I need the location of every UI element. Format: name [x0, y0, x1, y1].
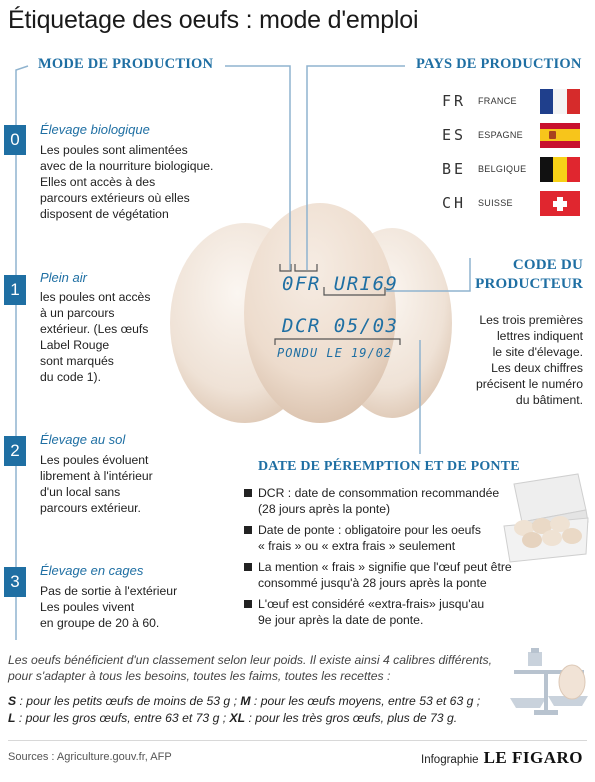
country-name: ESPAGNE: [478, 130, 523, 140]
mode-text-line: les poules ont accès: [40, 290, 151, 304]
peremption-line: 9e jour après la date de ponte.: [258, 613, 424, 627]
calibre-code: M: [240, 694, 251, 708]
country-code: ES: [442, 126, 467, 144]
code-heading-line1: CODE DU: [512, 257, 583, 273]
peremption-line: DCR : date de consommation recommandée: [258, 486, 500, 500]
scale-illustration: [506, 648, 590, 718]
mode-text-sol: [40, 452, 153, 516]
peremption-list: [244, 485, 514, 633]
belgium-flag-icon: [540, 157, 580, 182]
country-code: FR: [442, 92, 467, 110]
page-title: Étiquetage des oeufs : mode d'emploi: [8, 6, 419, 34]
mode-text-line: Les poules sont alimentées: [40, 143, 188, 157]
sources-text: Sources : Agriculture.gouv.fr, AFP: [8, 751, 172, 763]
code-text-line: lettres indiquent: [496, 329, 583, 343]
country-name: FRANCE: [478, 96, 517, 106]
calibre-code: XL: [229, 711, 246, 725]
peremption-item: [244, 559, 514, 591]
mode-text-line: extérieur. (Les œufs: [40, 322, 149, 336]
country-row-ch: [442, 190, 580, 216]
mode-text-line: librement à l'intérieur: [40, 469, 153, 483]
peremption-item: [244, 596, 514, 628]
peremption-line: « frais » ou « extra frais » seulement: [258, 539, 456, 553]
mode-title-plein-air: Plein air: [40, 270, 87, 285]
code-section-heading: [475, 256, 583, 294]
calibre-desc: : pour les très gros œufs, plus de 73 g.: [245, 711, 458, 725]
calibre-line-s-m: [8, 694, 480, 708]
mode-text-line: du code 1).: [40, 370, 101, 384]
egg-print-line1: 0FR URI69: [282, 273, 399, 295]
credit-label: Infographie: [421, 754, 479, 766]
mode-text-line: parcours extérieurs où elles: [40, 191, 190, 205]
mode-code-2-badge: 2: [4, 436, 26, 466]
mode-section-heading: MODE DE PRODUCTION: [38, 56, 214, 72]
calibre-code: L: [8, 711, 16, 725]
calibre-desc: : pour les petits œufs de moins de 53 g ;: [16, 694, 241, 708]
peremption-line: consommé jusqu'à 28 jours après la ponte: [258, 576, 487, 590]
mode-text-line: Label Rouge: [40, 338, 110, 352]
peremption-section-heading: DATE DE PÉREMPTION ET DE PONTE: [258, 459, 520, 474]
mode-code-1-badge: 1: [4, 275, 26, 305]
le-figaro-logo: LE FIGARO: [483, 748, 583, 767]
calibre-line-l-xl: [8, 711, 457, 725]
country-code: CH: [442, 194, 467, 212]
mode-text-line: avec de la nourriture biologique.: [40, 159, 214, 173]
mode-text-line: parcours extérieur.: [40, 501, 141, 515]
peremption-item: [244, 522, 514, 554]
bullet-square-icon: [244, 563, 252, 571]
calibre-desc: : pour les œufs moyens, entre 53 et 63 g ;: [250, 694, 481, 708]
mode-text-cages: [40, 583, 177, 631]
country-row-es: [442, 122, 580, 148]
mode-code-0-badge: 0: [4, 125, 26, 155]
credit: [421, 748, 583, 768]
country-row-be: [442, 156, 580, 182]
code-text-line: Les trois premières: [479, 313, 583, 327]
bullet-square-icon: [244, 526, 252, 534]
code-section-text: [443, 312, 583, 408]
bullet-square-icon: [244, 489, 252, 497]
mode-title-sol: Élevage au sol: [40, 432, 126, 447]
mode-title-bio: Élevage biologique: [40, 122, 150, 137]
country-name: BELGIQUE: [478, 164, 527, 174]
calibre-desc: : pour les gros œufs, entre 63 et 73 g ;: [15, 711, 230, 725]
peremption-line: L'œuf est considéré «extra-frais» jusqu'au: [258, 597, 485, 611]
mode-text-line: Elles ont accès à des: [40, 175, 156, 189]
mode-text-line: d'un local sans: [40, 485, 121, 499]
egg-carton-illustration: [502, 470, 590, 566]
code-text-line: Les deux chiffres: [491, 361, 583, 375]
peremption-line: (28 jours après la ponte): [258, 502, 391, 516]
mode-text-line: à un parcours: [40, 306, 115, 320]
spain-flag-icon: [540, 123, 580, 148]
pays-section-heading: PAYS DE PRODUCTION: [416, 56, 582, 72]
code-text-line: du bâtiment.: [515, 393, 583, 407]
egg-print-line2: DCR 05/03: [282, 315, 399, 337]
switzerland-flag-icon: [540, 191, 580, 216]
calibre-code: S: [8, 694, 17, 708]
country-name: SUISSE: [478, 198, 513, 208]
mode-text-line: Pas de sortie à l'extérieur: [40, 584, 178, 598]
mode-code-3-badge: 3: [4, 567, 26, 597]
mode-text-line: en groupe de 20 à 60.: [40, 616, 160, 630]
peremption-line: Date de ponte : obligatoire pour les oeufs: [258, 523, 481, 537]
bullet-square-icon: [244, 600, 252, 608]
code-text-line: le site d'élevage.: [492, 345, 583, 359]
peremption-item: [244, 485, 514, 517]
egg-print-line3: PONDU LE 19/02: [277, 346, 393, 360]
code-text-line: précisent le numéro: [475, 377, 583, 391]
france-flag-icon: [540, 89, 580, 114]
country-code: BE: [442, 160, 467, 178]
mode-text-bio: [40, 142, 213, 222]
mode-title-cages: Élevage en cages: [40, 563, 144, 578]
country-row-fr: [442, 88, 580, 114]
mode-text-line: sont marqués: [40, 354, 114, 368]
mode-text-line: Les poules évoluent: [40, 453, 149, 467]
peremption-line: La mention « frais » signifie que l'œuf peut être: [258, 560, 512, 574]
mode-text-line: disposent de végétation: [40, 207, 169, 221]
calibre-intro: Les oeufs bénéficient d'un classement selon leur poids. Il existe ainsi 4 calibres différents, pour s'adapter à tous les besoins, toutes les faims, toutes les recettes :: [8, 653, 493, 683]
mode-text-plein-air: [40, 289, 150, 385]
code-heading-line2: PRODUCTEUR: [475, 276, 583, 292]
mode-text-line: Les poules vivent: [40, 600, 135, 614]
footer-divider: [8, 740, 587, 741]
